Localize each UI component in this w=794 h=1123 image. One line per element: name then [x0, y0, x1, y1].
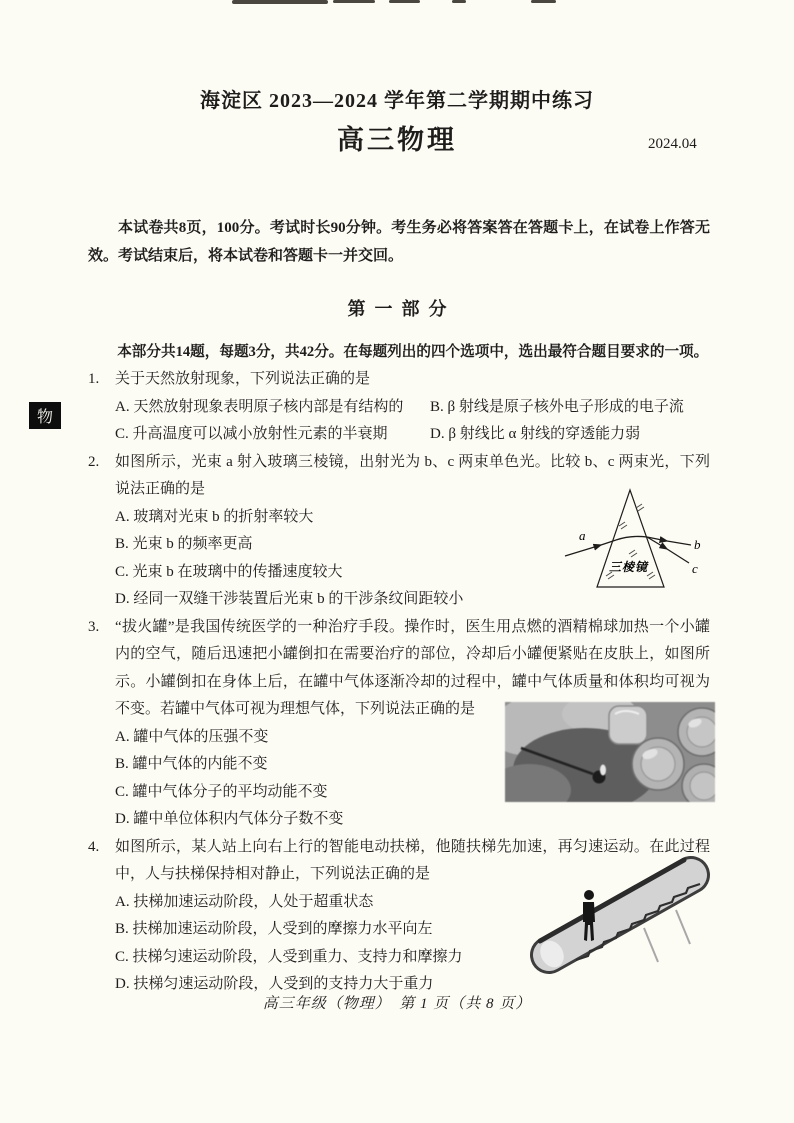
option-a: A. 扶梯加速运动阶段，人处于超重状态 [115, 893, 374, 910]
part-one-intro: 本部分共14题，每题3分，共42分。在每题列出的四个选项中，选出最符合题目要求的一项。 [117, 344, 709, 360]
scan-artifact [333, 0, 375, 3]
exam-date: 2024.04 [648, 136, 697, 152]
subject-side-tab: 物 [29, 402, 61, 429]
panel-divider [676, 910, 690, 944]
question-stem-text: 如图所示，光束 a 射入玻璃三棱镜，出射光为 b、c 两束单色光。比较 b、c 两束光，下列说法正确的是 [115, 453, 710, 497]
option-c: C. 罐中气体分子的平均动能不变 [115, 783, 328, 800]
option-a: A. 玻璃对光束 b 的折射率较大 [115, 508, 314, 525]
page-title: 高三物理 [337, 125, 457, 155]
question-stem-text: “拔火罐”是我国传统医学的一种治疗手段。操作时，医生用点燃的酒精棉球加热一个小罐内的空气，随后迅速把小罐倒扣在需要治疗的部位，冷却后小罐便紧贴在皮肤上，如图所示。小罐倒扣在身体上后，在罐中气体逐渐冷却的过程中，罐中气体质量和体积均可视为不变。若罐中气体可视为理想气体，下列说法正确的是 [115, 618, 710, 717]
exam-instructions: 本试卷共8页，100分。考试时长90分钟。考生务必将答案答在答题卡上，在试卷上作答无效。考试结束后，将本试卷和答题卡一并交回。 [88, 220, 710, 264]
part-one-heading: 第一部分 [347, 299, 456, 319]
exit-ray-b-tip [667, 541, 691, 545]
option-c: C. 升高温度可以减小放射性元素的半衰期 [115, 426, 388, 442]
option-d: D. 扶梯匀速运动阶段，人受到的支持力大于重力 [115, 976, 434, 992]
question-number: 2. [88, 453, 100, 470]
option-a: A. 罐中气体的压强不变 [115, 728, 269, 745]
refracted-ray [616, 536, 647, 540]
question-1 [88, 366, 710, 449]
balustrade-panel [549, 875, 691, 955]
scan-artifact [531, 0, 556, 3]
option-c: C. 扶梯匀速运动阶段，人受到重力、支持力和摩擦力 [115, 948, 463, 965]
question-stem-text: 如图所示，某人站上向右上行的智能电动扶梯，他随扶梯先加速，再匀速运动。在此过程中，人与扶梯保持相对静止，下列说法正确的是 [115, 838, 710, 882]
option-c: C. 光束 b 在玻璃中的传播速度较大 [115, 563, 343, 580]
flame [600, 765, 606, 776]
ray-c-label: c [692, 561, 698, 576]
option-b: B. 扶梯加速运动阶段，人受到的摩擦力水平向左 [115, 921, 433, 937]
prism-caption: 三棱镜 [609, 560, 649, 574]
question-number: 1. [88, 371, 100, 387]
scan-artifact [232, 0, 328, 4]
question-stem-text: 关于天然放射现象，下列说法正确的是 [115, 371, 371, 387]
option-b: B. 罐中气体的内能不变 [115, 756, 268, 772]
option-b: B. 光束 b 的频率更高 [115, 536, 253, 552]
scan-artifact [452, 0, 466, 3]
escalator-photo [512, 854, 712, 992]
page-footer: 高三年级（物理） 第 1 页（共 8 页） [262, 996, 532, 1012]
option-b: B. β 射线是原子核外电子形成的电子流 [430, 398, 684, 415]
option-d: D. 罐中单位体积内气体分子数不变 [115, 811, 344, 827]
option-d: D. 经同一双缝干涉装置后光束 b 的干涉条纹间距较小 [115, 591, 464, 607]
incident-ray [565, 545, 601, 556]
scan-artifact [389, 0, 420, 3]
option-a: A. 天然放射现象表明原子核内部是有结构的 [115, 398, 404, 415]
ray-a-label: a [579, 528, 586, 543]
question-1-stem [88, 366, 710, 394]
exit-ray-c-tip [667, 549, 689, 563]
incident-ray-tip [601, 540, 616, 545]
ray-b-label: b [694, 537, 701, 552]
exam-session-title: 海淀区 2023—2024 学年第二学期期中练习 [200, 90, 594, 112]
cupping-therapy-photo [505, 702, 715, 802]
question-1-options [88, 394, 710, 449]
question-number: 3. [88, 618, 100, 635]
question-number: 4. [88, 838, 100, 855]
panel-divider [644, 928, 658, 962]
prism-diagram-figure [563, 484, 711, 602]
option-d: D. β 射线比 α 射线的穿透能力弱 [430, 426, 641, 442]
